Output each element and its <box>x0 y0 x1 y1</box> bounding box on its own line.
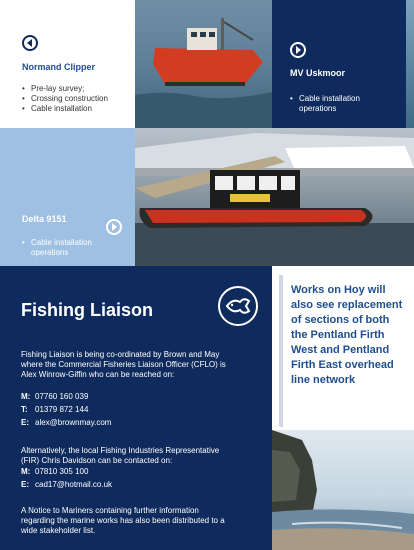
card-list <box>22 238 102 258</box>
photo-rib-marina <box>135 128 414 266</box>
list-item: • Crossing construction <box>22 94 132 104</box>
forward-arrow-icon[interactable] <box>106 219 122 235</box>
contact-key: M: <box>21 467 31 476</box>
fish-logo-icon <box>218 286 258 326</box>
alt-paragraph: Alternatively, the local Fishing Industries Representative (FIR) Chris Davidson can be contacted on: <box>21 446 220 465</box>
back-arrow-icon[interactable] <box>22 35 38 51</box>
card-title: Delta 9151 <box>22 214 67 224</box>
card-title: Normand Clipper <box>22 62 96 72</box>
contact-key: E: <box>21 480 29 489</box>
contact-list-fir <box>21 467 221 490</box>
phone-mobile[interactable]: 07810 305 100 <box>35 467 89 476</box>
contact-key: T: <box>21 405 28 414</box>
hoy-callout-box <box>279 275 409 427</box>
photo-cliffs <box>272 430 414 550</box>
notice-paragraph: A Notice to Mariners containing further information regarding the marine works has also been distributed to a wide stakeholder list. <box>21 506 225 535</box>
contact-key: E: <box>21 418 29 427</box>
card-list <box>22 84 132 114</box>
card-list <box>290 94 380 114</box>
card-mv-uskmoor <box>272 0 406 128</box>
section-heading: Fishing Liaison <box>21 300 154 320</box>
edge-strip <box>406 0 414 128</box>
list-item: • Cable installation operations <box>22 238 102 258</box>
list-item: • Cable installation <box>22 104 132 114</box>
contact-list-cflo <box>21 392 221 428</box>
phone-landline[interactable]: 01379 872 144 <box>35 405 89 414</box>
phone-mobile[interactable]: 07760 160 039 <box>35 392 89 401</box>
list-item: • Pre-lay survey; <box>22 84 132 94</box>
email-link[interactable]: cad17@hotmail.co.uk <box>35 480 113 489</box>
intro-paragraph: Fishing Liaison is being co-ordinated by Brown and May where the Commercial Fisheries Liaison Officer (CFLO) is Alex Winrow-Giffin who can be reached on: <box>21 350 226 379</box>
email-link[interactable]: alex@brownmay.com <box>35 418 112 427</box>
fishing-liaison-panel <box>0 266 272 550</box>
photo-red-vessel <box>135 0 272 128</box>
card-delta-9151 <box>0 128 135 266</box>
card-title: MV Uskmoor <box>290 68 346 78</box>
hoy-callout-text: Works on Hoy will also see replacement of sections of both the Pentland Firth West and Pentland Firth East overhead line network <box>291 284 403 386</box>
card-normand-clipper <box>0 0 135 128</box>
forward-arrow-icon[interactable] <box>290 42 306 58</box>
list-item: • Cable installation operations <box>290 94 380 114</box>
contact-key: M: <box>21 392 31 401</box>
